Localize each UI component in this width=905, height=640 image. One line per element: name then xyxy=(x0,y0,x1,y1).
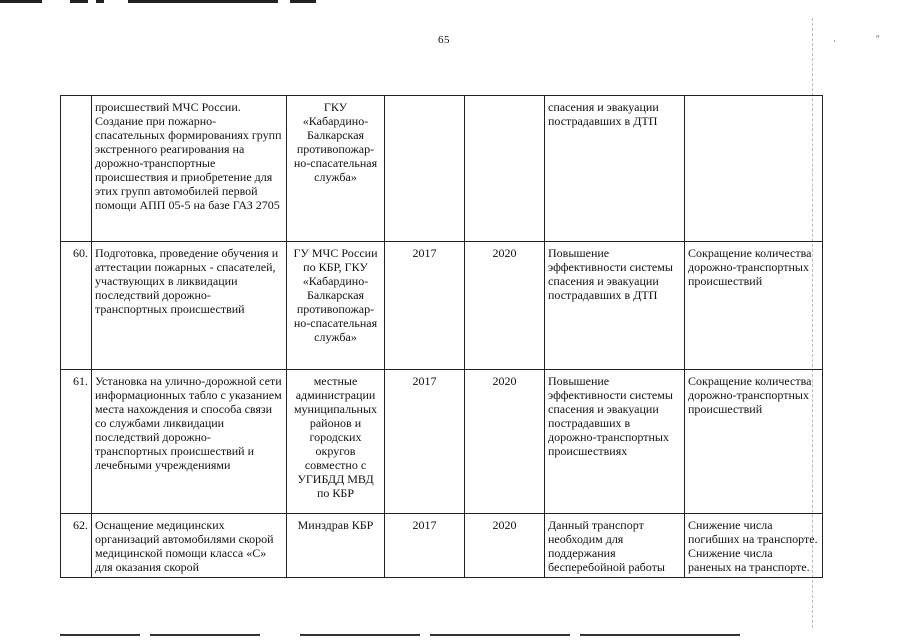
scan-artifact-top xyxy=(0,0,905,6)
start-year-cell: 2017 xyxy=(385,242,465,370)
result-cell: Сокращение количества дорожно-транспортных происшествий xyxy=(685,242,823,370)
table-row xyxy=(61,96,823,242)
scan-artifact-bottom xyxy=(0,632,905,638)
activity-cell: Оснащение медицинских организаций автомобилями скорой медицинской помощи класса «С» для оказания скорой xyxy=(92,514,287,578)
activity-cell: Установка на улично-дорожной сети информационных табло с указанием места нахождения и способа связи со службами ликвидации последствий дорожно-транспортных происшествий и лечебными учреждениями xyxy=(92,370,287,514)
document-table xyxy=(60,95,823,578)
row-number: 60. xyxy=(61,242,92,370)
row-number: 61. xyxy=(61,370,92,514)
scan-mark: ″ xyxy=(876,34,880,44)
start-year-cell: 2017 xyxy=(385,370,465,514)
executor-cell: Минздрав КБР xyxy=(287,514,385,578)
purpose-cell: Данный транспорт необходим для поддержания бесперебойной работы xyxy=(545,514,685,578)
page-number: 65 xyxy=(438,34,450,46)
end-year-cell xyxy=(465,96,545,242)
purpose-cell: Повышение эффективности системы спасения и эвакуации пострадавших в дорожно-транспортных происшествиях xyxy=(545,370,685,514)
result-cell: Снижение числа погибших на транспорте. Снижение числа раненых на транспорте. xyxy=(685,514,823,578)
end-year-cell: 2020 xyxy=(465,242,545,370)
table-row xyxy=(61,514,823,578)
purpose-cell: спасения и эвакуации пострадавших в ДТП xyxy=(545,96,685,242)
end-year-cell: 2020 xyxy=(465,370,545,514)
result-cell: Сокращение количества дорожно-транспортных происшествий xyxy=(685,370,823,514)
table-row xyxy=(61,370,823,514)
scan-mark: · xyxy=(833,36,836,46)
executor-cell: ГКУ «Кабардино-Балкарская противопожар-но-спасательная служба» xyxy=(287,96,385,242)
start-year-cell: 2017 xyxy=(385,514,465,578)
start-year-cell xyxy=(385,96,465,242)
activity-cell: Подготовка, проведение обучения и аттестации пожарных - спасателей, участвующих в ликвидации последствий дорожно-транспортных происшествий xyxy=(92,242,287,370)
table-row xyxy=(61,242,823,370)
executor-cell: местные администрации муниципальных районов и городских округов совместно с УГИБДД МВД по КБР xyxy=(287,370,385,514)
activity-cell: происшествий МЧС России. Создание при пожарно-спасательных формированиях групп экстренного реагирования на дорожно-транспортные происшествия и приобретение для этих групп автомобилей первой помощи АПП 05-5 на базе ГАЗ 2705 xyxy=(92,96,287,242)
end-year-cell: 2020 xyxy=(465,514,545,578)
row-number: 62. xyxy=(61,514,92,578)
row-number xyxy=(61,96,92,242)
purpose-cell: Повышение эффективности системы спасения и эвакуации пострадавших в ДТП xyxy=(545,242,685,370)
executor-cell: ГУ МЧС России по КБР, ГКУ «Кабардино-Балкарская противопожар-но-спасательная служба» xyxy=(287,242,385,370)
result-cell xyxy=(685,96,823,242)
